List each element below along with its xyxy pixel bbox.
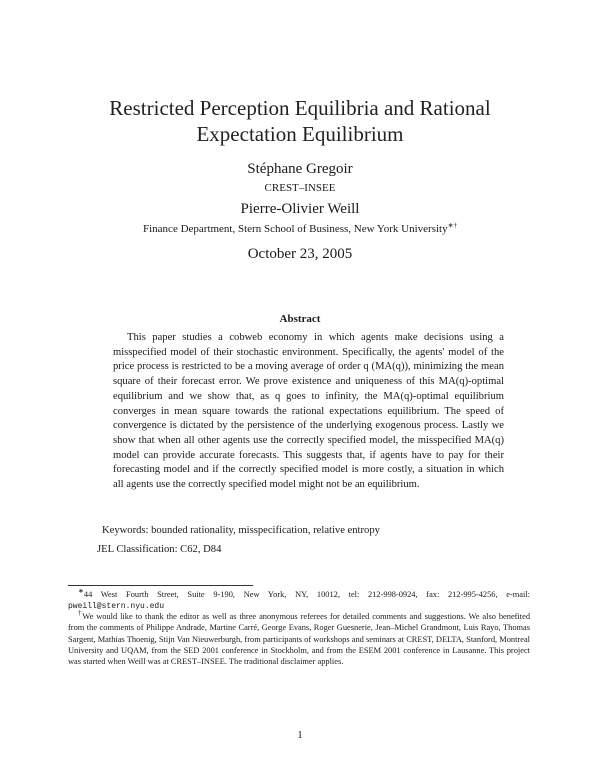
abstract-text: This paper studies a cobweb economy in which agents make decisions using a misspecified model of their stochastic environment. Specifically, the agents' model of the price process is restricted to be a moving average of order q (MA(q)), minimizing the mean square of their forecast error. We prove existence and uniqueness of this MA(q)-optimal equilibrium and we show that, as q goes to infinity, the MA(q)-optimal equilibrium converges in mean square towards the rational expectations equilibrium. The speed of convergence is dictated by the persistence of the underlying exogenous process. Lastly we show that when all other agents use the correctly specified model, the misspecified MA(q) model can provide accurate forecasts. This suggests that, if agents have to pay for their forecasting model and if the correctly specified model is more costly, a situation in which all agents use the correctly specified model might not be an equilibrium. <box>113 332 504 491</box>
footnote-1-text: 44 West Fourth Street, Suite 9-190, New York, NY, 10012, tel: 212-998-0924, fax: 212-995-4256, e-mail: <box>83 590 530 599</box>
affiliation-2-footnote-marks[interactable]: ∗† <box>447 221 457 230</box>
title-line-2: Expectation Equilibrium <box>196 122 404 146</box>
footnote-1-email[interactable]: pweill@stern.nyu.edu <box>68 602 165 612</box>
footnote-1 <box>68 589 530 613</box>
footnote-rule <box>68 585 253 586</box>
keywords: Keywords: bounded rationality, misspecification, relative entropy <box>102 525 380 536</box>
paper-title <box>60 95 540 147</box>
author-2: Pierre-Olivier Weill <box>240 201 360 217</box>
footnote-1-mark: ∗ <box>78 587 84 596</box>
footnote-2 <box>68 611 530 667</box>
affiliation-2-text: Finance Department, Stern School of Business, New York University <box>143 223 448 235</box>
affiliation-1: CREST–INSEE <box>264 182 336 194</box>
page-number: 1 <box>297 729 303 741</box>
affiliation-2 <box>40 223 560 235</box>
abstract-heading: Abstract <box>279 313 321 325</box>
date: October 23, 2005 <box>247 246 353 262</box>
author-1: Stéphane Gregoir <box>247 161 353 177</box>
footnote-2-mark: † <box>78 609 83 618</box>
footnote-2-text: We would like to thank the editor as well as three anonymous referees for detailed comments and suggestions. We also benefited from the comments of Philippe Andrade, Martine Carré, George Evans, Roger Guesnerie, Jean–Michel Grandmont, Luis Rayo, Thomas Sargent, Mathias Thoenig, Stijn Van Nieuwerburgh, from participants of workshops and seminars at CREST, DELTA, Stanford, Montreal University and UQAM, from the SED 2001 conference in Stockholm, and from the ESEM 2001 conference in Lausanne. This project was started when Weill was at CREST–INSEE. The traditional disclaimer applies. <box>68 612 531 667</box>
title-line-1: Restricted Perception Equilibria and Rational <box>109 96 491 120</box>
jel-classification: JEL Classification: C62, D84 <box>97 544 222 555</box>
